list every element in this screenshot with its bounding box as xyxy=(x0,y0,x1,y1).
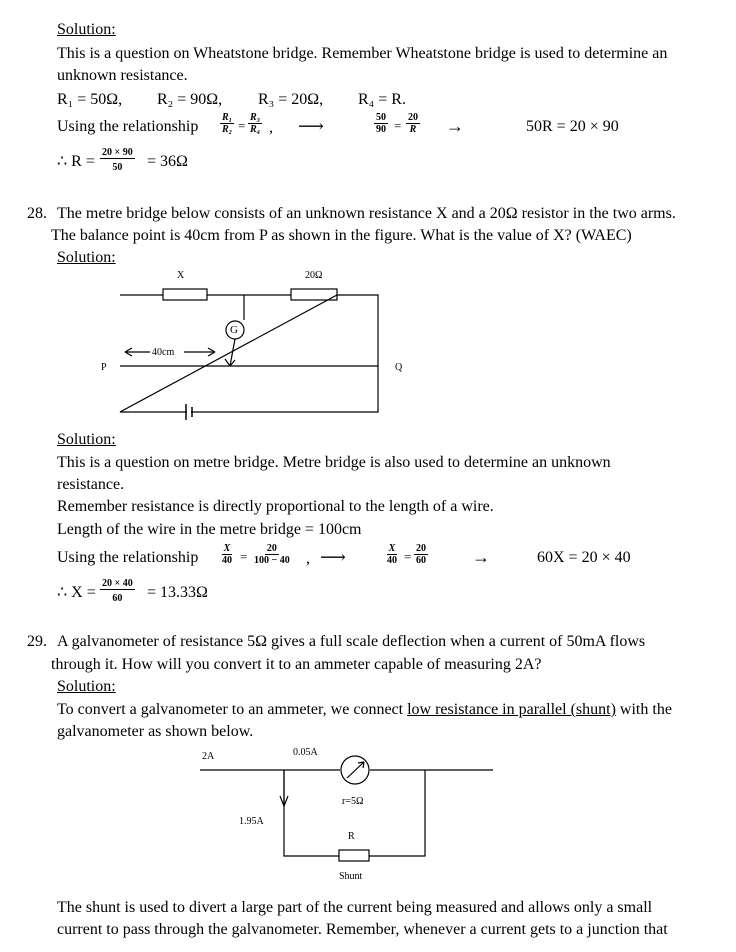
q28-therefore: ∴ X = xyxy=(57,584,96,601)
shunt-underlined-phrase: low resistance in parallel (shunt) xyxy=(407,701,616,718)
resistor-x-label: X xyxy=(177,270,185,281)
q29-question-line: A galvanometer of resistance 5Ω gives a full scale deflection when a current of 50mA flows xyxy=(57,633,646,650)
q28-text-line: Remember resistance is directly proportional to the length of a wire. xyxy=(57,498,494,515)
equals-sign: = xyxy=(238,118,246,133)
current-195a-label: 1.95A xyxy=(239,816,264,827)
point-p-label: P xyxy=(101,362,107,373)
fraction-numerator: R₁ xyxy=(222,112,233,123)
q27-answer: = 36Ω xyxy=(147,153,188,170)
q28-using-label: Using the relationship xyxy=(57,549,199,566)
q28-answer: = 13.33Ω xyxy=(147,584,208,601)
equals-sign: = xyxy=(240,549,248,564)
q27-r3: R₃ = 20Ω, xyxy=(258,91,324,108)
q29-text-line: current to pass through the galvanometer. Remember, whenever a current gets to a junction that xyxy=(57,921,668,938)
q28-solution-label: Solution: xyxy=(57,249,116,266)
right-arrow-icon: → xyxy=(446,116,464,136)
q28-text-line: This is a question on metre bridge. Metre bridge is also used to determine an unknown xyxy=(57,454,611,471)
fraction-denominator: 100 − 40 xyxy=(254,555,290,566)
current-005a-label: 0.05A xyxy=(293,747,318,758)
q28-solution-label: Solution: xyxy=(57,431,116,448)
q29-text-line: The shunt is used to divert a large part of the current being measured and allows only a small xyxy=(57,899,653,916)
fraction-numerator: 20 × 40 xyxy=(102,578,133,589)
fraction-denominator: 40 xyxy=(222,555,232,566)
fraction-numerator: 20 xyxy=(408,112,418,123)
q27-using-label: Using the relationship xyxy=(57,118,199,135)
equals-sign: = xyxy=(404,549,412,564)
q29-question-line: through it. How will you convert it to an ammeter capable of measuring 2A? xyxy=(51,656,542,673)
q28-question-line: The balance point is 40cm from P as shown in the figure. What is the value of X? (WAEC) xyxy=(51,227,632,244)
q29-solution-label: Solution: xyxy=(57,678,116,695)
resistor-r-label: R xyxy=(348,831,355,842)
equals-sign: = xyxy=(394,118,402,133)
fraction-numerator: 20 xyxy=(416,543,426,554)
fraction-denominator: 50 xyxy=(112,162,123,173)
fraction-denominator: 60 xyxy=(416,555,426,566)
q27-r2: R₂ = 90Ω, xyxy=(157,91,223,108)
q27-therefore: ∴ R = xyxy=(57,153,95,170)
q27-r4: R₄ = R. xyxy=(358,91,406,108)
q28-text-line: Length of the wire in the metre bridge = 100cm xyxy=(57,521,362,538)
fraction-numerator: X xyxy=(223,543,231,554)
galvanometer-icon: G xyxy=(230,324,238,336)
q27-solution-label: Solution: xyxy=(57,21,116,38)
q27-r1: R₁ = 50Ω, xyxy=(57,91,123,108)
text-part: with the xyxy=(615,701,672,718)
q29-text-line: galvanometer as shown below. xyxy=(57,723,254,740)
right-arrow-icon: ⟶ xyxy=(320,547,346,567)
q29-number: 29. xyxy=(27,633,47,650)
fraction-numerator: 20 × 90 xyxy=(102,147,133,158)
q28-number: 28. xyxy=(27,205,47,222)
length-40cm-label: 40cm xyxy=(152,347,175,358)
q27-text-line: unknown resistance. xyxy=(57,67,188,84)
galvanometer-resistance-label: r=5Ω xyxy=(342,796,364,807)
fraction-denominator: R₄ xyxy=(250,124,261,135)
fraction-numerator: 50 xyxy=(376,112,386,123)
fraction-numerator: X xyxy=(388,543,396,554)
fraction-numerator: 20 xyxy=(266,543,277,554)
q28-text-line: resistance. xyxy=(57,476,125,493)
point-q-label: Q xyxy=(395,362,403,373)
resistor-20-label: 20Ω xyxy=(305,270,323,281)
fraction-denominator: 40 xyxy=(387,555,397,566)
fraction-denominator: 60 xyxy=(112,593,123,604)
text-part: To convert a galvanometer to an ammeter, we connect xyxy=(57,701,408,718)
right-arrow-icon: ⟶ xyxy=(298,116,324,136)
q27-result: 50R = 20 × 90 xyxy=(526,118,619,135)
comma: , xyxy=(306,550,310,567)
fraction-numerator: R₃ xyxy=(250,112,261,123)
q28-result: 60X = 20 × 40 xyxy=(537,549,631,566)
fraction-denominator: R₂ xyxy=(222,124,233,135)
q28-question-line: The metre bridge below consists of an unknown resistance X and a 20Ω resistor in the two arms. xyxy=(57,205,676,222)
fraction-denominator: 90 xyxy=(376,124,386,135)
comma: , xyxy=(269,119,273,136)
current-2a-label: 2A xyxy=(202,751,215,762)
q27-text-line: This is a question on Wheatstone bridge. Remember Wheatstone bridge is used to determine an xyxy=(57,45,668,62)
shunt-label: Shunt xyxy=(339,871,363,882)
right-arrow-icon: → xyxy=(472,547,490,567)
fraction-denominator: R xyxy=(409,124,417,135)
